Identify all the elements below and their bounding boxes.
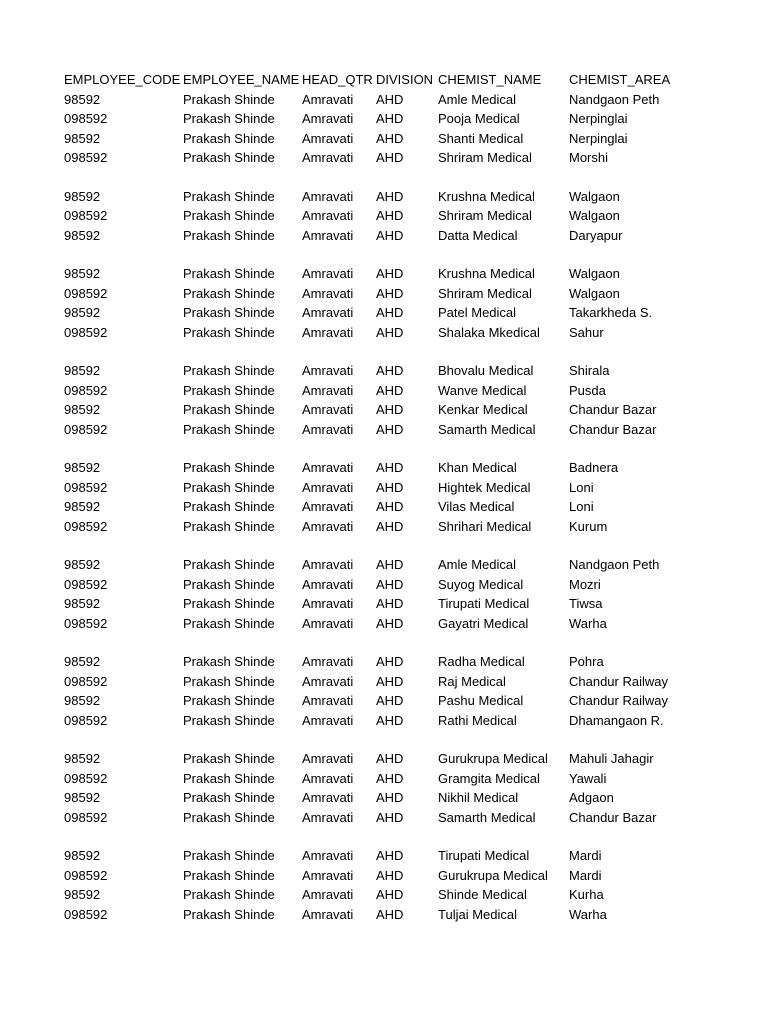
division-cell: AHD [376, 227, 404, 243]
chemist-area-cell: Warha [569, 906, 607, 922]
chemist-name-cell: Hightek Medical [438, 479, 531, 495]
employee-name-cell: Prakash Shinde [183, 363, 275, 378]
table-row [64, 517, 724, 537]
table-row [64, 614, 724, 634]
table-row [64, 497, 724, 517]
head-qtr-cell: Amravati [302, 324, 354, 340]
chemist-name-cell: Shinde Medical [438, 887, 527, 902]
employee-name-cell: Prakash Shinde [183, 285, 275, 301]
table-row [64, 555, 724, 575]
employee-code-cell: 98592 [64, 266, 101, 281]
chemist-name-cell: Shanti Medical [438, 130, 524, 146]
head-qtr-cell: Amravati [302, 130, 354, 146]
table-row [64, 905, 724, 925]
employee-name-cell: Prakash Shinde [183, 111, 275, 126]
chemist-area-cell: Tiwsa [569, 596, 603, 611]
employee-code-cell: 98592 [64, 499, 101, 514]
table-body [64, 90, 724, 925]
head-qtr-cell: Amravati [302, 576, 354, 592]
head-qtr-cell: Amravati [302, 615, 354, 631]
chemist-area-cell: Warha [569, 615, 607, 631]
chemist-area-cell: Morshi [569, 150, 609, 165]
chemist-name-cell: Gurukrupa Medical [438, 751, 548, 766]
table-row [64, 846, 724, 866]
employee-name-cell: Prakash Shinde [183, 790, 275, 805]
head-qtr-cell: Amravati [302, 285, 354, 301]
chemist-area-cell: Daryapur [569, 227, 623, 243]
employee-name-cell: Prakash Shinde [183, 596, 275, 611]
blank-row [64, 536, 724, 555]
employee-code-cell: 098592 [64, 770, 108, 786]
table-row [64, 788, 724, 808]
chemist-area-cell: Nerpinglai [569, 111, 628, 126]
header-division: DIVISION [376, 72, 434, 87]
chemist-area-cell: Sahur [569, 324, 604, 340]
table-row [64, 226, 724, 246]
division-cell: AHD [376, 887, 404, 902]
table-row [64, 187, 724, 207]
chemist-name-cell: Pooja Medical [438, 111, 520, 126]
table-row [64, 206, 724, 226]
employee-code-cell: 098592 [64, 150, 108, 165]
blank-row [64, 827, 724, 846]
employee-code-cell: 098592 [64, 615, 108, 631]
chemist-area-cell: Mahuli Jahagir [569, 751, 654, 766]
chemist-area-cell: Nandgaon Peth [569, 91, 660, 107]
employee-code-cell: 098592 [64, 382, 108, 398]
chemist-area-cell: Badnera [569, 460, 619, 475]
head-qtr-cell: Amravati [302, 266, 354, 281]
employee-name-cell: Prakash Shinde [183, 809, 275, 825]
division-cell: AHD [376, 770, 404, 786]
employee-code-cell: 098592 [64, 576, 108, 592]
employee-name-cell: Prakash Shinde [183, 712, 275, 728]
head-qtr-cell: Amravati [302, 906, 354, 922]
employee-name-cell: Prakash Shinde [183, 906, 275, 922]
head-qtr-cell: Amravati [302, 91, 354, 107]
chemist-area-cell: Chandur Bazar [569, 809, 657, 825]
employee-code-cell: 098592 [64, 809, 108, 825]
chemist-area-cell: Walgaon [569, 266, 620, 281]
employee-code-cell: 98592 [64, 227, 101, 243]
employee-name-cell: Prakash Shinde [183, 227, 275, 243]
division-cell: AHD [376, 693, 404, 708]
table-row [64, 148, 724, 168]
division-cell: AHD [376, 479, 404, 495]
chemist-area-cell: Loni [569, 479, 594, 495]
head-qtr-cell: Amravati [302, 848, 354, 863]
head-qtr-cell: Amravati [302, 150, 354, 165]
employee-code-cell: 98592 [64, 91, 101, 107]
chemist-area-cell: Chandur Bazar [569, 421, 657, 437]
division-cell: AHD [376, 576, 404, 592]
chemist-name-cell: Samarth Medical [438, 809, 536, 825]
table-row [64, 575, 724, 595]
chemist-area-cell: Kurha [569, 887, 604, 902]
employee-name-cell: Prakash Shinde [183, 751, 275, 766]
table-row [64, 323, 724, 343]
chemist-area-cell: Kurum [569, 518, 608, 534]
table-row [64, 361, 724, 381]
table-row [64, 594, 724, 614]
chemist-name-cell: Shriram Medical [438, 208, 532, 223]
employee-code-cell: 98592 [64, 596, 101, 611]
chemist-area-cell: Pusda [569, 382, 606, 398]
chemist-area-cell: Walgaon [569, 285, 620, 301]
chemist-area-cell: Walgaon [569, 188, 620, 204]
chemist-name-cell: Krushna Medical [438, 266, 535, 281]
chemist-name-cell: Shalaka Mkedical [438, 324, 540, 340]
employee-name-cell: Prakash Shinde [183, 518, 275, 534]
division-cell: AHD [376, 848, 404, 863]
division-cell: AHD [376, 790, 404, 805]
head-qtr-cell: Amravati [302, 382, 354, 398]
employee-code-cell: 98592 [64, 557, 101, 572]
table-row [64, 478, 724, 498]
spreadsheet-table [64, 70, 724, 924]
chemist-area-cell: Nandgaon Peth [569, 557, 660, 572]
employee-name-cell: Prakash Shinde [183, 305, 275, 320]
employee-code-cell: 098592 [64, 324, 108, 340]
division-cell: AHD [376, 615, 404, 631]
table-row [64, 400, 724, 420]
employee-code-cell: 098592 [64, 421, 108, 437]
chemist-name-cell: Tirupati Medical [438, 596, 530, 611]
table-row [64, 264, 724, 284]
employee-code-cell: 98592 [64, 848, 101, 863]
head-qtr-cell: Amravati [302, 654, 354, 669]
employee-name-cell: Prakash Shinde [183, 693, 275, 708]
head-qtr-cell: Amravati [302, 305, 354, 320]
employee-name-cell: Prakash Shinde [183, 208, 275, 223]
employee-code-cell: 98592 [64, 790, 101, 805]
employee-name-cell: Prakash Shinde [183, 324, 275, 340]
head-qtr-cell: Amravati [302, 208, 354, 223]
head-qtr-cell: Amravati [302, 809, 354, 825]
table-row [64, 885, 724, 905]
division-cell: AHD [376, 499, 404, 514]
header-employee-name: EMPLOYEE_NAME [183, 72, 300, 87]
head-qtr-cell: Amravati [302, 479, 354, 495]
head-qtr-cell: Amravati [302, 557, 354, 572]
division-cell: AHD [376, 266, 404, 281]
blank-row [64, 633, 724, 652]
header-chemist-area: CHEMIST_AREA [569, 72, 671, 87]
chemist-name-cell: Khan Medical [438, 460, 517, 475]
division-cell: AHD [376, 654, 404, 669]
division-cell: AHD [376, 91, 404, 107]
chemist-name-cell: Amle Medical [438, 557, 517, 572]
head-qtr-cell: Amravati [302, 887, 354, 902]
chemist-name-cell: Shriram Medical [438, 150, 532, 165]
employee-name-cell: Prakash Shinde [183, 130, 275, 146]
head-qtr-cell: Amravati [302, 693, 354, 708]
chemist-name-cell: Pashu Medical [438, 693, 524, 708]
employee-code-cell: 98592 [64, 130, 101, 146]
chemist-name-cell: Shriram Medical [438, 285, 532, 301]
head-qtr-cell: Amravati [302, 363, 354, 378]
employee-name-cell: Prakash Shinde [183, 150, 275, 165]
employee-name-cell: Prakash Shinde [183, 576, 275, 592]
table-row [64, 90, 724, 110]
chemist-name-cell: Patel Medical [438, 305, 517, 320]
division-cell: AHD [376, 208, 404, 223]
chemist-area-cell: Adgaon [569, 790, 614, 805]
division-cell: AHD [376, 324, 404, 340]
head-qtr-cell: Amravati [302, 712, 354, 728]
division-cell: AHD [376, 518, 404, 534]
chemist-name-cell: Datta Medical [438, 227, 518, 243]
division-cell: AHD [376, 188, 404, 204]
employee-name-cell: Prakash Shinde [183, 557, 275, 572]
division-cell: AHD [376, 673, 404, 689]
chemist-name-cell: Rathi Medical [438, 712, 517, 728]
division-cell: AHD [376, 460, 404, 475]
chemist-area-cell: Chandur Railway [569, 673, 668, 689]
table-row [64, 381, 724, 401]
blank-row [64, 245, 724, 264]
employee-name-cell: Prakash Shinde [183, 867, 275, 883]
blank-row [64, 439, 724, 458]
division-cell: AHD [376, 557, 404, 572]
head-qtr-cell: Amravati [302, 751, 354, 766]
chemist-name-cell: Tirupati Medical [438, 848, 530, 863]
blank-row [64, 168, 724, 187]
division-cell: AHD [376, 596, 404, 611]
employee-code-cell: 98592 [64, 887, 101, 902]
chemist-area-cell: Mozri [569, 576, 601, 592]
head-qtr-cell: Amravati [302, 518, 354, 534]
employee-code-cell: 098592 [64, 479, 108, 495]
chemist-area-cell: Mardi [569, 848, 602, 863]
chemist-name-cell: Shrihari Medical [438, 518, 532, 534]
chemist-name-cell: Kenkar Medical [438, 402, 528, 417]
chemist-name-cell: Wanve Medical [438, 382, 527, 398]
chemist-area-cell: Dhamangaon R. [569, 712, 664, 728]
division-cell: AHD [376, 421, 404, 437]
employee-code-cell: 098592 [64, 285, 108, 301]
table-row [64, 284, 724, 304]
division-cell: AHD [376, 363, 404, 378]
employee-name-cell: Prakash Shinde [183, 421, 275, 437]
chemist-area-cell: Takarkheda S. [569, 305, 653, 320]
division-cell: AHD [376, 906, 404, 922]
head-qtr-cell: Amravati [302, 499, 354, 514]
employee-name-cell: Prakash Shinde [183, 382, 275, 398]
table-row [64, 769, 724, 789]
table-row [64, 691, 724, 711]
table-row [64, 749, 724, 769]
chemist-name-cell: Gurukrupa Medical [438, 867, 548, 883]
head-qtr-cell: Amravati [302, 770, 354, 786]
head-qtr-cell: Amravati [302, 460, 354, 475]
table-row [64, 129, 724, 149]
employee-code-cell: 98592 [64, 654, 101, 669]
employee-code-cell: 098592 [64, 518, 108, 534]
chemist-area-cell: Shirala [569, 363, 610, 378]
employee-name-cell: Prakash Shinde [183, 499, 275, 514]
division-cell: AHD [376, 712, 404, 728]
chemist-name-cell: Amle Medical [438, 91, 517, 107]
chemist-area-cell: Yawali [569, 770, 607, 786]
blank-row [64, 342, 724, 361]
table-row [64, 711, 724, 731]
chemist-area-cell: Walgaon [569, 208, 620, 223]
table-row [64, 866, 724, 886]
head-qtr-cell: Amravati [302, 421, 354, 437]
division-cell: AHD [376, 130, 404, 146]
table-row [64, 672, 724, 692]
head-qtr-cell: Amravati [302, 227, 354, 243]
chemist-name-cell: Samarth Medical [438, 421, 536, 437]
table-row [64, 458, 724, 478]
blank-row [64, 730, 724, 749]
head-qtr-cell: Amravati [302, 596, 354, 611]
employee-name-cell: Prakash Shinde [183, 479, 275, 495]
header-row [64, 70, 724, 90]
chemist-area-cell: Pohra [569, 654, 604, 669]
employee-name-cell: Prakash Shinde [183, 615, 275, 631]
employee-code-cell: 098592 [64, 673, 108, 689]
division-cell: AHD [376, 111, 404, 126]
employee-code-cell: 98592 [64, 305, 101, 320]
employee-code-cell: 98592 [64, 693, 101, 708]
chemist-name-cell: Vilas Medical [438, 499, 515, 514]
head-qtr-cell: Amravati [302, 111, 354, 126]
employee-code-cell: 098592 [64, 867, 108, 883]
employee-name-cell: Prakash Shinde [183, 402, 275, 417]
employee-name-cell: Prakash Shinde [183, 188, 275, 204]
table-row [64, 109, 724, 129]
head-qtr-cell: Amravati [302, 867, 354, 883]
employee-code-cell: 98592 [64, 363, 101, 378]
head-qtr-cell: Amravati [302, 790, 354, 805]
chemist-name-cell: Radha Medical [438, 654, 525, 669]
header-employee-code: EMPLOYEE_CODE [64, 72, 181, 87]
employee-code-cell: 98592 [64, 460, 101, 475]
chemist-name-cell: Tuljai Medical [438, 906, 517, 922]
chemist-name-cell: Krushna Medical [438, 188, 535, 204]
head-qtr-cell: Amravati [302, 402, 354, 417]
employee-name-cell: Prakash Shinde [183, 266, 275, 281]
employee-code-cell: 98592 [64, 188, 101, 204]
employee-code-cell: 98592 [64, 751, 101, 766]
employee-name-cell: Prakash Shinde [183, 91, 275, 107]
chemist-area-cell: Chandur Railway [569, 693, 668, 708]
employee-name-cell: Prakash Shinde [183, 654, 275, 669]
chemist-name-cell: Suyog Medical [438, 576, 524, 592]
employee-code-cell: 98592 [64, 402, 101, 417]
division-cell: AHD [376, 285, 404, 301]
chemist-name-cell: Raj Medical [438, 673, 506, 689]
division-cell: AHD [376, 867, 404, 883]
division-cell: AHD [376, 382, 404, 398]
chemist-name-cell: Bhovalu Medical [438, 363, 534, 378]
employee-code-cell: 098592 [64, 906, 108, 922]
header-chemist-name: CHEMIST_NAME [438, 72, 542, 87]
chemist-area-cell: Loni [569, 499, 594, 514]
table-row [64, 808, 724, 828]
table-row [64, 652, 724, 672]
chemist-name-cell: Gramgita Medical [438, 770, 540, 786]
employee-code-cell: 098592 [64, 208, 108, 223]
chemist-area-cell: Nerpinglai [569, 130, 628, 146]
employee-code-cell: 098592 [64, 111, 108, 126]
chemist-area-cell: Mardi [569, 867, 602, 883]
chemist-name-cell: Gayatri Medical [438, 615, 529, 631]
employee-name-cell: Prakash Shinde [183, 770, 275, 786]
chemist-name-cell: Nikhil Medical [438, 790, 519, 805]
division-cell: AHD [376, 305, 404, 320]
table-row [64, 303, 724, 323]
employee-code-cell: 098592 [64, 712, 108, 728]
head-qtr-cell: Amravati [302, 188, 354, 204]
employee-name-cell: Prakash Shinde [183, 460, 275, 475]
employee-name-cell: Prakash Shinde [183, 848, 275, 863]
division-cell: AHD [376, 751, 404, 766]
employee-name-cell: Prakash Shinde [183, 887, 275, 902]
division-cell: AHD [376, 809, 404, 825]
table-row [64, 420, 724, 440]
chemist-area-cell: Chandur Bazar [569, 402, 657, 417]
division-cell: AHD [376, 150, 404, 165]
division-cell: AHD [376, 402, 404, 417]
employee-name-cell: Prakash Shinde [183, 673, 275, 689]
head-qtr-cell: Amravati [302, 673, 354, 689]
header-head-qtr: HEAD_QTR [302, 72, 373, 87]
